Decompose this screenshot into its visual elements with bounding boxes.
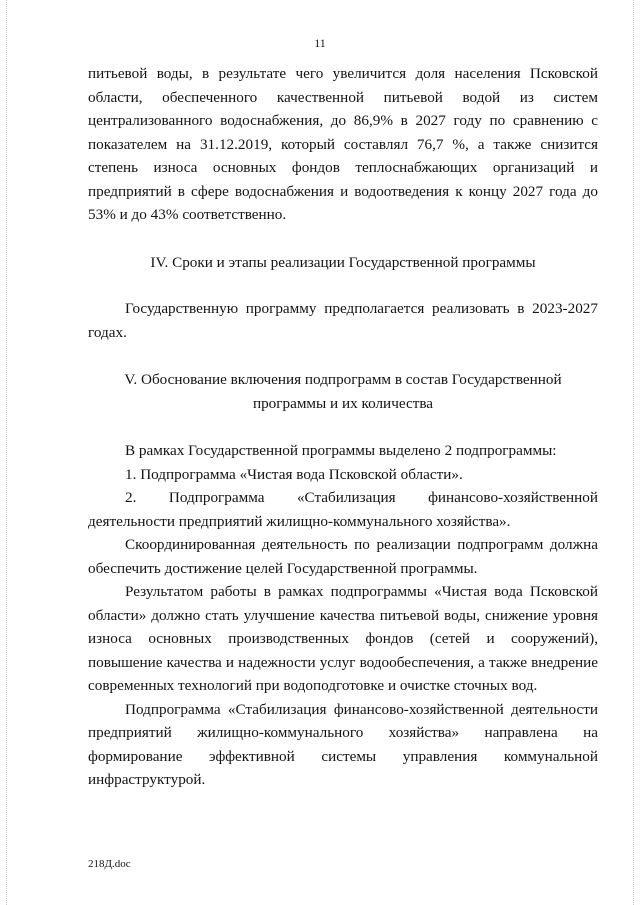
subprogram-list-item-1: 1. Подпрограмма «Чистая вода Псковской области». (125, 465, 463, 483)
page-number: 11 (314, 36, 326, 50)
section-5-heading-line-1: V. Обоснование включения подпрограмм в состав Государственной (124, 371, 562, 388)
section-5-paragraph-4: Скоординированная деятельность по реализации подпрограмм должна обеспечить достижение целей Государственной программы. (88, 536, 598, 577)
section-5-paragraph-6: Подпрограмма «Стабилизация финансово-хозяйственной деятельности предприятий жилищно-коммунального хозяйства» направлена на формирование эффективной системы управления коммунальной инфраструктурой. (88, 700, 598, 788)
section-4-heading: IV. Сроки и этапы реализации Государственной программы (150, 253, 536, 271)
document-body (88, 62, 598, 792)
section-5-heading-line-2: программы и их количества (252, 394, 434, 412)
footer-filename: 218Д.doc (88, 858, 131, 870)
section-5-paragraph-1: В рамках Государственной программы выделено 2 подпрограммы: (125, 442, 557, 459)
section-4-paragraph: Государственную программу предполагается реализовать в 2023-2027 годах. (88, 300, 598, 341)
intro-paragraph: питьевой воды, в результате чего увеличится доля населения Псковской области, обеспеченного качественной питьевой водой из систем централизованного водоснабжения, до 86,9% в 2027 году по сравнению с показателем на 31.12.2019, который составлял 76,7 %, а также снизится степень износа основных фондов теплоснабжающих организаций и предприятий в сфере водоснабжения и водоотведения к концу 2027 года до 53% и до 43% соответственно. (88, 65, 598, 223)
subprogram-list-item-2: 2. Подпрограмма «Стабилизация финансово-хозяйственной деятельности предприятий жилищно-коммунального хозяйства». (88, 489, 598, 530)
section-5-paragraph-5: Результатом работы в рамках подпрограммы «Чистая вода Псковской области» должно стать улучшение качества питьевой воды, снижение уровня износа основных производственных фондов (сетей и сооружений), повышение качества и надежности услуг водообеспечения, а также внедрение современных технологий при водоподготовке и очистке сточных вод. (88, 583, 598, 694)
